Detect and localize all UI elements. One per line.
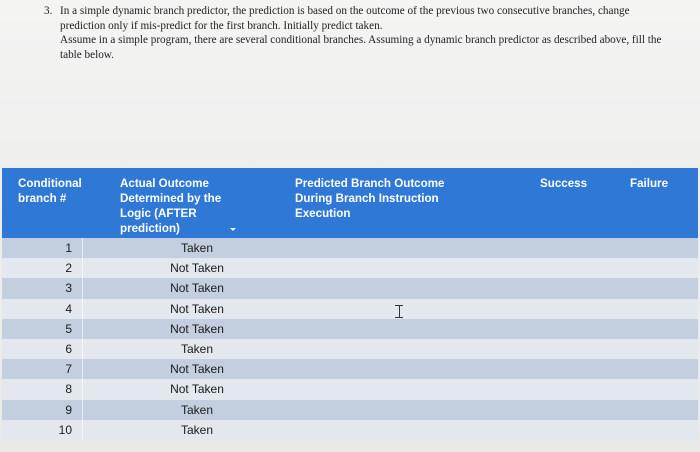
- question-body: [60, 4, 684, 62]
- branch-number-cell[interactable]: 4: [65, 301, 72, 316]
- dropdown-caret-icon[interactable]: [230, 228, 236, 231]
- actual-outcome-cell[interactable]: Not Taken: [170, 362, 224, 377]
- actual-outcome-cell[interactable]: Not Taken: [170, 321, 224, 336]
- header-failure: Failure: [630, 177, 669, 190]
- header-actual-outcome: Actual Outcome Determined by the Logic (AFTER prediction): [120, 177, 222, 235]
- question-line: table below.: [60, 48, 114, 61]
- branch-number-cell[interactable]: 3: [65, 281, 72, 296]
- table-row[interactable]: [2, 238, 698, 258]
- table-row[interactable]: [2, 359, 698, 379]
- table-row[interactable]: [2, 339, 698, 359]
- actual-outcome-cell[interactable]: Not Taken: [170, 301, 224, 316]
- actual-outcome-cell[interactable]: Taken: [180, 422, 214, 437]
- actual-outcome-cell[interactable]: Taken: [180, 342, 214, 356]
- question-line: prediction only if mis-predict for the first branch. Initially predict taken.: [60, 19, 383, 32]
- actual-outcome-cell[interactable]: Taken: [180, 402, 214, 417]
- table-row[interactable]: [2, 278, 698, 298]
- branch-number-cell[interactable]: 1: [65, 241, 72, 255]
- table-row[interactable]: [2, 379, 698, 399]
- header-branch-number: Conditional branch #: [18, 177, 82, 205]
- branch-number-cell[interactable]: 8: [65, 382, 72, 397]
- table-header: [2, 168, 698, 238]
- question-number: 3.: [44, 5, 53, 17]
- question-line: Assume in a simple program, there are several conditional branches. Assuming a dynamic branch predictor as described above, fill the: [60, 34, 662, 46]
- branch-number-cell[interactable]: 10: [58, 422, 72, 437]
- table-row[interactable]: [2, 299, 698, 319]
- question-text: [44, 4, 684, 62]
- actual-outcome-cell[interactable]: Taken: [180, 241, 214, 255]
- header-predicted-outcome: Predicted Branch Outcome During Branch Instruction Execution: [295, 177, 445, 220]
- branch-prediction-table: [2, 168, 698, 440]
- actual-outcome-cell[interactable]: Not Taken: [170, 281, 224, 296]
- table-row[interactable]: [2, 400, 698, 420]
- branch-number-cell[interactable]: 5: [65, 321, 72, 336]
- text-cursor-icon: [395, 305, 403, 318]
- table-row[interactable]: [2, 319, 698, 339]
- branch-number-cell[interactable]: 7: [65, 362, 72, 377]
- header-success: Success: [540, 177, 588, 190]
- branch-number-cell[interactable]: 6: [65, 342, 72, 356]
- actual-outcome-cell[interactable]: Not Taken: [170, 261, 224, 276]
- branch-number-cell[interactable]: 9: [65, 402, 72, 417]
- branch-number-cell[interactable]: 2: [65, 261, 72, 276]
- actual-outcome-cell[interactable]: Not Taken: [170, 382, 224, 397]
- table-row[interactable]: [2, 258, 698, 278]
- question-line: In a simple dynamic branch predictor, the prediction is based on the outcome of the previous two consecutive branches, change: [60, 5, 630, 17]
- table-row[interactable]: [2, 420, 698, 440]
